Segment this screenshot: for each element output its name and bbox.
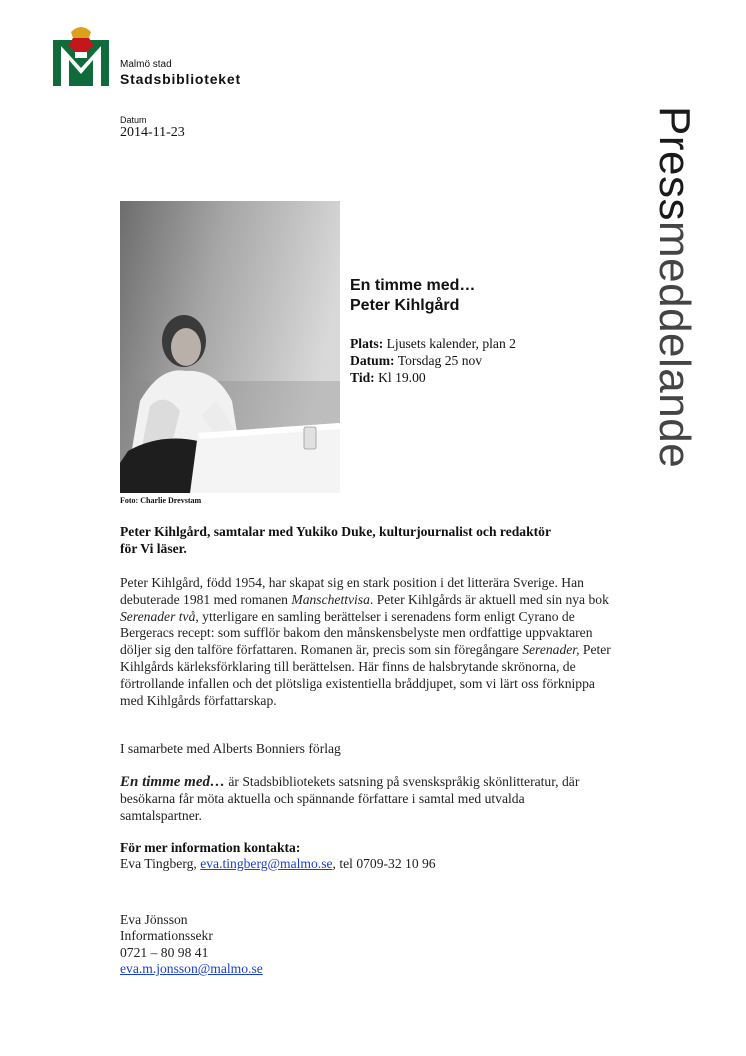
event-title [350, 276, 475, 316]
body-text-2: . Peter Kihlgårds är aktuell med sin nya bok [369, 591, 609, 607]
info-name: Eva Tingberg, [120, 856, 201, 871]
photo-credit: Foto: Charlie Drevstam [120, 496, 202, 505]
series-text: är Stadsbibliotekets satsning på svenskspråkig skönlitteratur, där besökarna får möta aktuella och spännande författare i samtal med utvalda samtalspartner. [120, 774, 580, 823]
author-photo [120, 201, 340, 493]
org-line: Malmö stad [120, 59, 172, 70]
event-title-line2: Peter Kihlgård [350, 297, 460, 314]
body-text-3: , ytterligare en samling berättelser i serenadens form enligt Cyrano de Bergeracs recept: som sufflör bakom den månskensbelyste men ordfattige uppvaktaren döljer sig den talföre författaren. Romanen är, precis som sin föregångare [120, 608, 593, 658]
info-heading: För mer information kontakta: [120, 840, 301, 855]
info-phone: , tel 0709-32 10 96 [332, 856, 436, 871]
vertical-title-part2: meddelande [650, 220, 699, 469]
event-title-line1: En timme med… [350, 277, 476, 294]
contact-name: Eva Jönsson [120, 912, 188, 927]
book-title-serenader-tva: Serenader två [120, 608, 196, 624]
place-label: Plats: [350, 336, 384, 351]
press-release-vertical-title [650, 106, 699, 469]
book-title-manschettvisa: Manschettvisa [291, 591, 370, 607]
malmo-city-logo [53, 24, 109, 86]
event-time-value: Kl 19.00 [374, 370, 426, 385]
event-date [350, 352, 516, 369]
body-text-1: Peter Kihlgård, född 1954, har skapat sig en stark position i det litterära Sverige. Han debuterade 1981 med romanen [120, 575, 584, 607]
event-time-label: Tid: [350, 370, 375, 385]
event-time [350, 369, 516, 386]
info-email-link[interactable]: eva.tingberg@malmo.se [200, 856, 333, 871]
event-date-label: Datum: [350, 353, 395, 368]
lead-paragraph: Peter Kihlgård, samtalar med Yukiko Duke, kulturjournalist och redaktör för Vi läser. [120, 524, 551, 556]
contact-role: Informationssekr [120, 928, 213, 944]
contact-email-link[interactable]: eva.m.jonsson@malmo.se [120, 961, 263, 977]
contact-block [120, 912, 263, 978]
book-title-serenader: Serenader, [522, 642, 580, 658]
event-date-value: Torsdag 25 nov [394, 353, 483, 368]
series-description [120, 774, 590, 824]
place-value: Ljusets kalender, plan 2 [383, 336, 516, 351]
vertical-title-part1: Press [650, 106, 699, 221]
date-label: Datum [120, 115, 147, 125]
date-value: 2014-11-23 [120, 125, 185, 140]
info-contact-line [120, 856, 436, 872]
event-place [350, 335, 516, 352]
body-paragraph [120, 575, 612, 709]
event-details [350, 335, 516, 386]
org-name: Stadsbiblioteket [120, 71, 241, 87]
cooperation-note: I samarbete med Alberts Bonniers förlag [120, 741, 341, 756]
body-text-4: Peter Kihlgårds kärleksförklaring till berättelsen. Här finns de halsbrytande skrönorna, de förtrollande infallen och det plötsliga existentiella bråddjupet, som vi lärt oss förknippa med Kihlgårds författarskap. [120, 642, 611, 708]
series-name: En timme med… [120, 774, 225, 790]
contact-phone: 0721 – 80 98 41 [120, 944, 209, 960]
